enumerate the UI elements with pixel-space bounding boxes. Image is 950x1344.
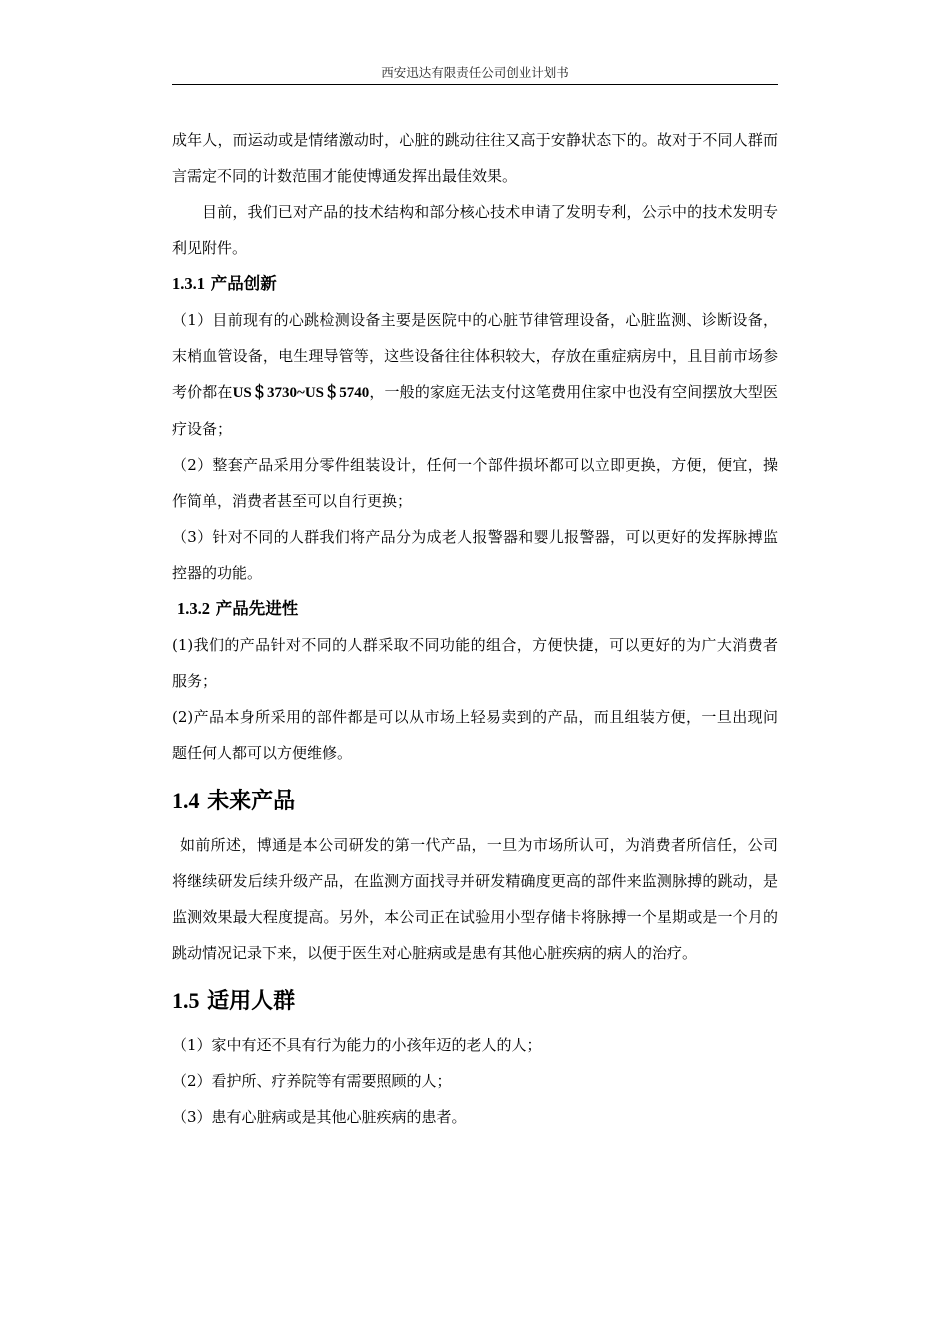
future-product-paragraph: 如前所述，博通是本公司研发的第一代产品，一旦为市场所认可，为消费者所信任，公司将继续研发后续升级产品，在监测方面找寻并研发精确度更高的部件来监测脉搏的跳动，是监测效果最大程度提高。另外，本公司正在试验用小型存储卡将脉搏一个星期或是一个月的跳动情况记录下来，以便于医生对心脏病或是患有其他心脏疾病的病人的治疗。 xyxy=(172,836,778,962)
section-number: 1.3.1 xyxy=(172,274,205,293)
section-heading-1-3-1 xyxy=(172,266,778,302)
innovation-item-3: （3）针对不同的人群我们将产品分为成老人报警器和婴儿报警器，可以更好的发挥脉搏监控器的功能。 xyxy=(172,528,778,582)
section-heading-1-5 xyxy=(172,971,778,1027)
audience-item-3: （3）患有心脏病或是其他心脏疾病的患者。 xyxy=(172,1108,467,1126)
advantage-item-2: (2)产品本身所采用的部件都是可以从市场上轻易卖到的产品，而且组装方便，一旦出现问题任何人都可以方便维修。 xyxy=(172,708,778,762)
innovation-item-1 xyxy=(172,302,778,447)
section-title: 产品创新 xyxy=(210,274,277,293)
header-title: 西安迅达有限责任公司创业计划书 xyxy=(381,65,569,80)
innovation-item-1-text-end: ，一般的家庭无法支付这笔费用住家中也没有空间摆放大型医疗设备； xyxy=(172,383,778,438)
intro-paragraph-2: 目前，我们已对产品的技术结构和部分核心技术申请了发明专利，公示中的技术发明专利见附件。 xyxy=(172,203,778,257)
audience-item-1: （1）家中有还不具有行为能力的小孩年迈的老人的人； xyxy=(172,1036,542,1054)
document-body xyxy=(172,122,778,1135)
innovation-item-2: （2）整套产品采用分零件组装设计，任何一个部件损坏都可以立即更换，方便，便宜，操作简单，消费者甚至可以自行更换； xyxy=(172,456,778,510)
section-number: 1.3.2 xyxy=(177,599,210,618)
price-range: US＄3730~US＄5740 xyxy=(232,385,370,401)
section-title: 产品先进性 xyxy=(215,599,299,618)
section-number: 1.4 xyxy=(172,788,200,813)
section-title: 适用人群 xyxy=(207,988,296,1014)
advantage-item-1: (1)我们的产品针对不同的人群采取不同功能的组合，方便快捷，可以更好的为广大消费者服务； xyxy=(172,636,778,690)
innovation-item-1-text: （1）目前现有的心跳检测设备主要是医院中的心脏节律管理设备，心脏监测、诊断设备，末梢血管设备，电生理导管等，这些设备往往体积较大，存放在重症病房中，且目前市场参考价都在 xyxy=(172,311,778,401)
section-heading-1-4 xyxy=(172,771,778,827)
audience-item-2: （2）看护所、疗养院等有需要照顾的人； xyxy=(172,1072,452,1090)
intro-paragraph-1: 成年人，而运动或是情绪激动时，心脏的跳动往往又高于安静状态下的。故对于不同人群而言需定不同的计数范围才能使博通发挥出最佳效果。 xyxy=(172,131,778,185)
section-title: 未来产品 xyxy=(207,788,296,814)
section-heading-1-3-2 xyxy=(172,591,778,627)
section-number: 1.5 xyxy=(172,988,200,1013)
page-header xyxy=(172,64,778,85)
